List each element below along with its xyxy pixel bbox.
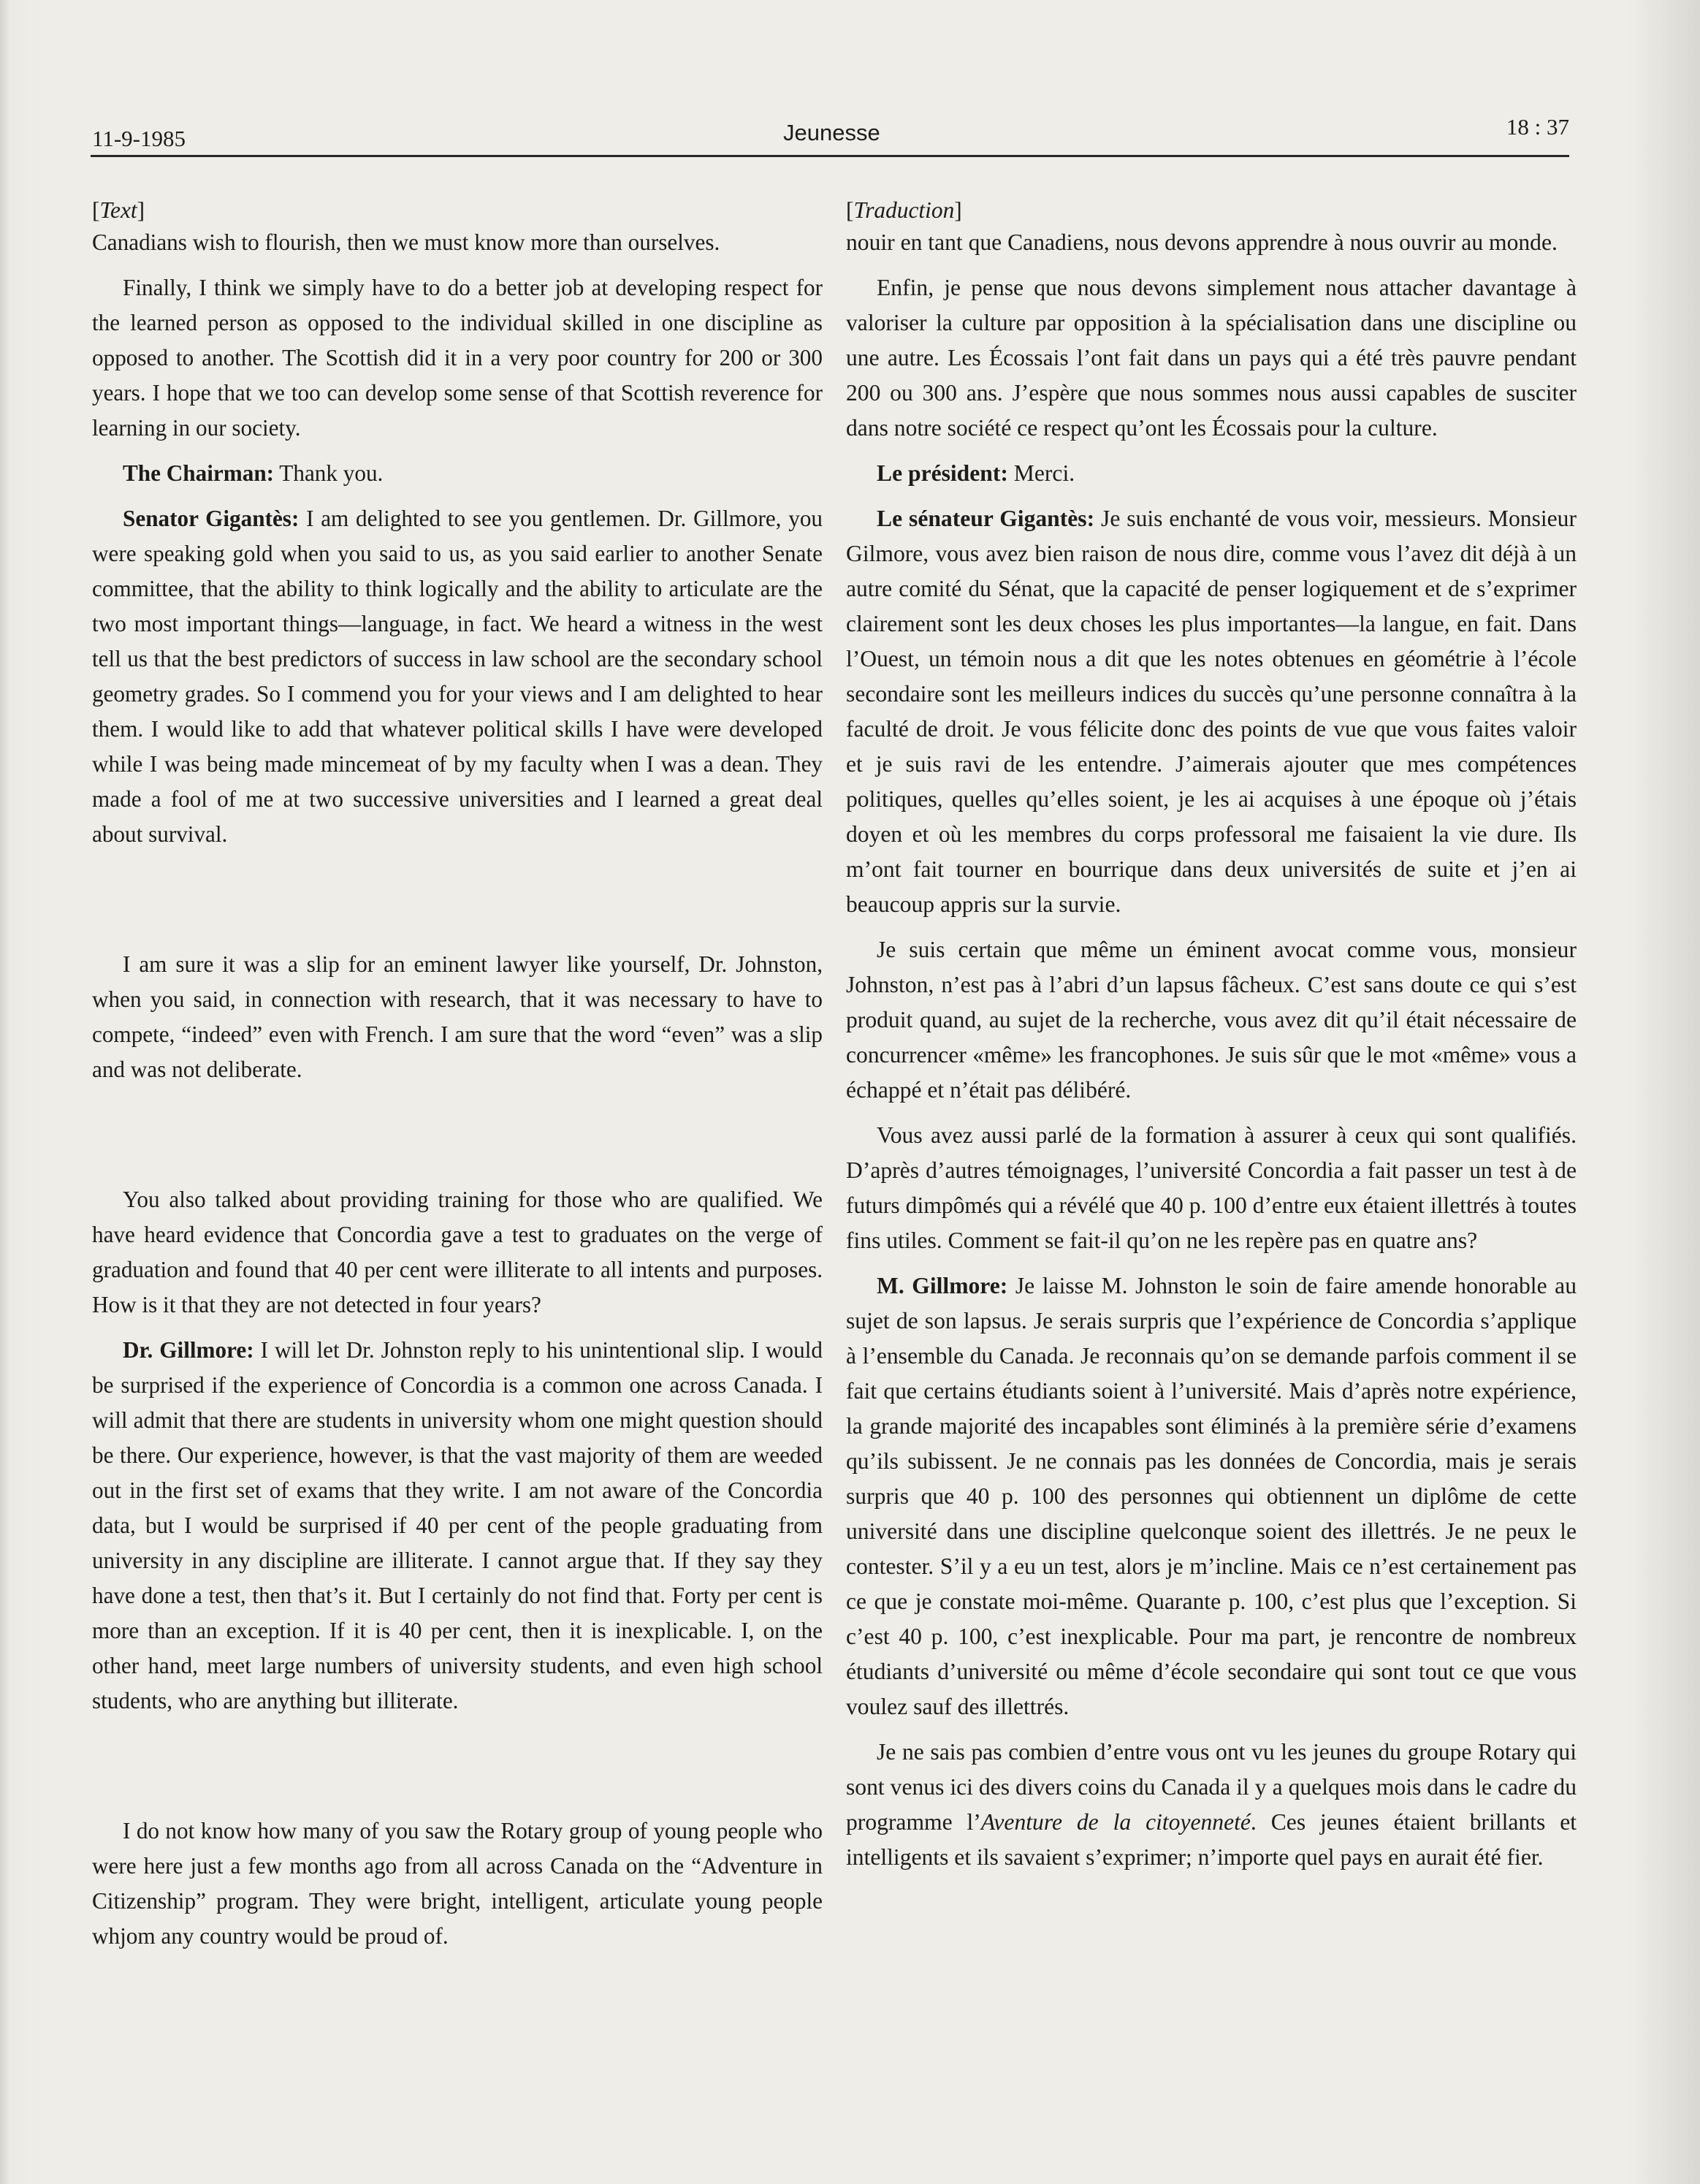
- speaker-name: M. Gillmore:: [877, 1273, 1008, 1298]
- english-column: [92, 193, 823, 1954]
- paragraph: nouir en tant que Canadiens, nous devons apprendre à nous ouvrir au monde.: [846, 229, 1558, 255]
- paragraph: Je suis certain que même un éminent avocat comme vous, monsieur Johnston, n’est pas à l’abri d’un lapsus fâcheux. C’est sans doute ce qui s’est produit quand, au sujet de la recherche, vous avez dit qu’il était nécessaire de concurrencer «même» les francophones. Je suis sûr que le mot «même» vous a échappé et n’était pas délibéré.: [846, 937, 1577, 1103]
- speech-senateur-gigantes: Le sénateur Gigantès: Je suis enchanté de vous voir, messieurs. Monsieur Gilmore, vous avez bien raison de nous dire, comme vous l’avez dit déjà à un autre comité du Sénat, que la capacité de penser logiquement et de s’exprimer clairement sont les deux choses les plus importantes—la langue, en fait. Dans l’Ouest, un témoin nous a dit que les notes obtenues en géométrie à l’école secondaire sont les meilleurs indices du succès qu’une personne connaîtra à la faculté de droit. Je vous félicite donc des points de vue que vous faites valoir et je suis ravi de les entendre. J’aimerais ajouter que mes compétences politiques, quelles qu’elles soient, je les ai acquises à une époque où j’étais doyen et où les membres du corps professoral me faisaient la vie dure. Ils m’ont fait tourner en bourrique dans deux universités de suite et j’en ai beaucoup appris sur la survie.: [846, 506, 1577, 917]
- paragraph: Canadians wish to flourish, then we must know more than ourselves.: [92, 229, 720, 255]
- paragraph: Je ne sais pas combien d’entre vous ont vu les jeunes du groupe Rotary qui sont venus ici des divers coins du Canada il y a quelques mois dans le cadre du programme l’Aventure de la citoyenneté. Ces jeunes étaient brillants et intelligents et ils savaient s’exprimer; n’importe quel pays en aurait été fier.: [846, 1739, 1577, 1870]
- paragraph: I do not know how many of you saw the Rotary group of young people who were here just a few months ago from all across Canada on the “Adventure in Citizenship” program. They were bright, intelligent, articulate young people whjom any country would be proud of.: [92, 1818, 823, 1949]
- speech-dr-gillmore: Dr. Gillmore: I will let Dr. Johnston reply to his unintentional slip. I would be surprised if the experience of Concordia is a common one across Canada. I will admit that there are students in university whom one might question should be there. Our experience, however, is that the vast majority of them are weeded out in the first set of exams that they write. I am not aware of the Concordia data, but I would be surprised if 40 per cent of the people graduating from university in any discipline are illiterate. I cannot argue that. If they say they have done a test, then that’s it. But I certainly do not find that. Forty per cent is more than an exception. If it is 40 per cent, then it is inexplicable. I, on the other hand, meet large numbers of university students, and even high school students, who are anything but illiterate.: [92, 1337, 823, 1713]
- speaker-name: Senator Gigantès:: [123, 506, 300, 531]
- speech-president: Le président: Merci.: [877, 460, 1075, 486]
- paragraph: You also talked about providing training for those who are qualified. We have heard evidence that Concordia gave a test to graduates on the verge of graduation and found that 40 per cent were illiterate to all intents and purposes. How is it that they are not detected in four years?: [92, 1187, 823, 1317]
- french-column: [846, 193, 1577, 1875]
- speech-chairman: The Chairman: Thank you.: [123, 460, 384, 486]
- paragraph: Finally, I think we simply have to do a better job at developing respect for the learned person as opposed to the individual skilled in one discipline as opposed to another. The Scottish did it in a very poor country for 200 or 300 years. I hope that we too can develop some sense of that Scottish reverence for learning in our society.: [92, 275, 823, 441]
- header-date: 11-9-1985: [92, 126, 186, 151]
- speaker-name: Dr. Gillmore:: [123, 1337, 254, 1363]
- header-title: Jeunesse: [783, 120, 880, 145]
- program-title: Aventure de la citoyenneté: [980, 1809, 1251, 1835]
- speaker-name: Le sénateur Gigantès:: [877, 506, 1095, 531]
- speech-senator-gigantes: Senator Gigantès: I am delighted to see you gentlemen. Dr. Gillmore, you were speaking gold when you said to us, as you said earlier to another Senate committee, that the ability to think logically and the ability to articulate are the two most important things—language, in fact. We heard a witness in the west tell us that the best predictors of success in law school are the secondary school geometry grades. So I commend you for your views and I am delighted to hear them. I would like to add that whatever political skills I have were developed while I was being made mincemeat of by my faculty when I was a dean. They made a fool of me at two successive universities and I learned a great deal about survival.: [92, 506, 823, 847]
- page-header: [91, 110, 1569, 157]
- paragraph: I am sure it was a slip for an eminent lawyer like yourself, Dr. Johnston, when you said, in connection with research, that it was necessary to have to compete, “indeed” even with French. I am sure that the word “even” was a slip and was not deliberate.: [92, 951, 823, 1082]
- paragraph: Vous avez aussi parlé de la formation à assurer à ceux qui sont qualifiés. D’après d’autres témoignages, l’université Concordia a fait passer un test à de futurs dimpômés qui a révélé que 40 p. 100 d’entre eux étaient illettrés à toutes fins utiles. Comment se fait-il qu’on ne les repère pas en quatre ans?: [846, 1122, 1577, 1253]
- speaker-name: Le président:: [877, 460, 1008, 486]
- paragraph: Enfin, je pense que nous devons simplement nous attacher davantage à valoriser la culture par opposition à la spécialisation dans une discipline ou une autre. Les Écossais l’ont fait dans un pays qui a été très pauvre pendant 200 ou 300 ans. J’espère que nous sommes nous aussi capables de susciter dans notre société ce respect qu’ont les Écossais pour la culture.: [846, 275, 1577, 441]
- speaker-name: The Chairman:: [123, 460, 275, 486]
- header-page-number: 18 : 37: [1506, 114, 1569, 140]
- language-label-traduction: [Traduction]: [846, 197, 962, 223]
- language-label-text: [Text]: [92, 197, 145, 223]
- speech-m-gillmore: M. Gillmore: Je laisse M. Johnston le soin de faire amende honorable au sujet de son lapsus. Je serais surpris que l’expérience de Concordia s’applique à l’ensemble du Canada. Je reconnais qu’on se demande parfois comment il se fait que certains étudiants soient à l’université. Mais d’après notre expérience, la grande majorité des incapables sont éliminés à la première série d’examens qu’ils subissent. Je ne connais pas les données de Concordia, mais je serais surpris que 40 p. 100 des personnes qui obtiennent un diplôme de cette université dans une discipline quelconque soient des illettrés. Je ne peux le contester. S’il y a eu un test, alors je m’incline. Mais ce n’est certainement pas ce que je constate moi-même. Quarante p. 100, c’est plus que l’exception. Si c’est 40 p. 100, c’est inexplicable. Pour ma part, je rencontre de nombreux étudiants d’université ou même d’école secondaire qui sont tout ce que vous voulez sauf des illettrés.: [846, 1273, 1577, 1719]
